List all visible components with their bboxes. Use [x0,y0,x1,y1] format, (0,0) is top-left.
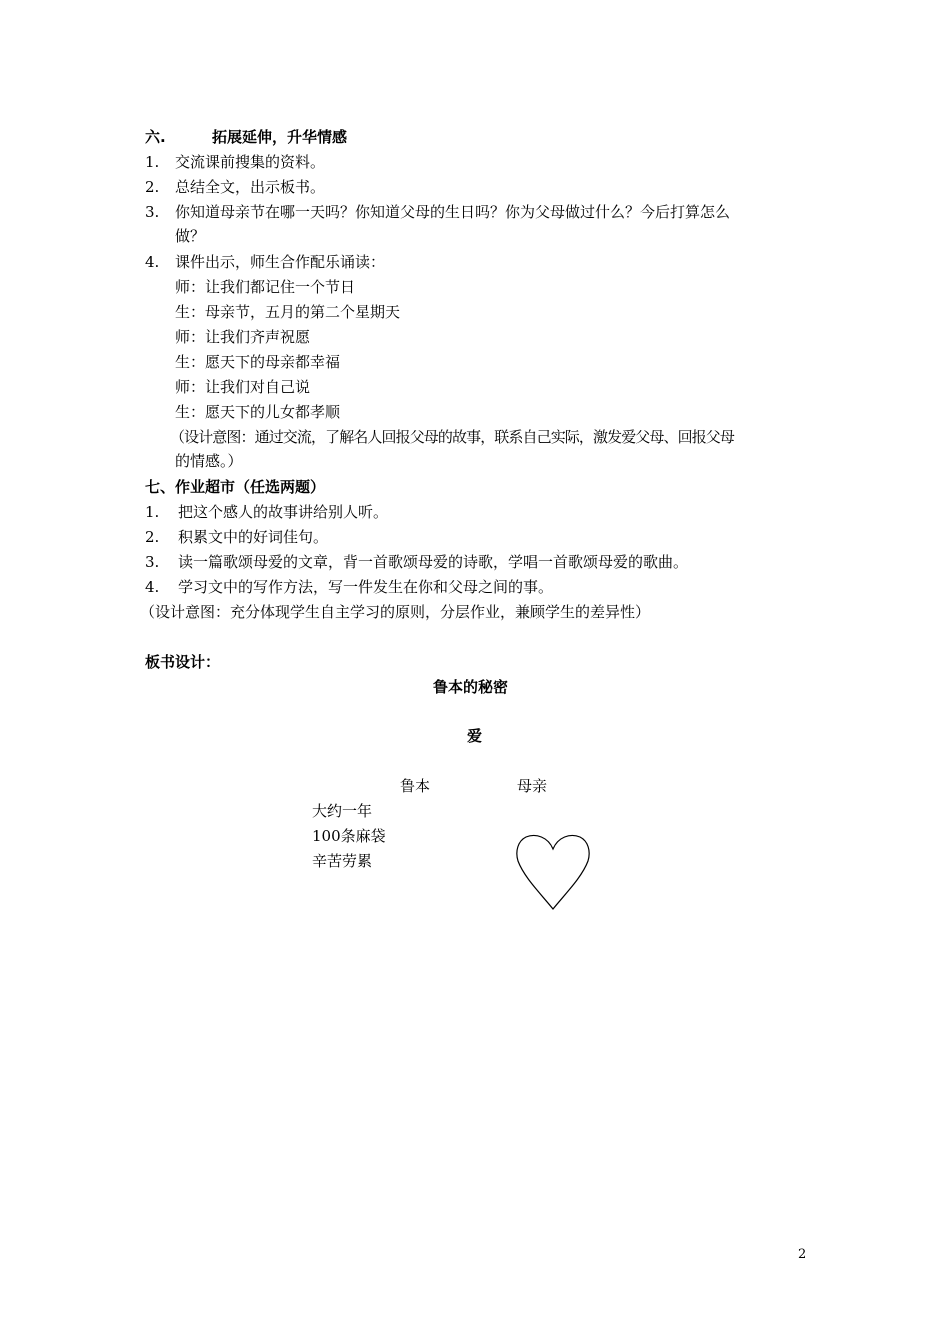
list-item-number: 4. [145,578,160,596]
design-note: （设计意图：通过交流，了解名人回报父母的故事，联系自己实际，激发爱父母、回报父母 [170,428,735,446]
board-column-right: 母亲 [517,777,548,795]
design-note-continued: 的情感。） [175,452,243,470]
dialogue-line: 师：让我们对自己说 [175,378,311,396]
list-item-number: 1. [145,153,160,171]
dialogue-line: 生：母亲节，五月的第二个星期天 [175,303,401,321]
section6-heading-number: 六. [145,128,166,146]
board-item: 100条麻袋 [312,827,386,845]
board-item: 大约一年 [312,802,373,820]
board-column-left: 鲁本 [400,777,431,795]
list-item-text-continued: 做？ [175,227,206,245]
dialogue-line: 师：让我们都记住一个节日 [175,278,356,296]
dialogue-line: 生：愿天下的母亲都幸福 [175,353,341,371]
heart-shape [517,836,589,910]
list-item-text: 学习文中的写作方法，写一件发生在你和父母之间的事。 [178,578,554,596]
design-note: （设计意图：充分体现学生自主学习的原则，分层作业，兼顾学生的差异性） [140,603,651,621]
board-center-word: 爱 [467,727,483,745]
list-item-text: 把这个感人的故事讲给别人听。 [178,503,389,521]
list-item-number: 3. [145,203,160,221]
list-item-text: 读一篇歌颂母爱的文章，背一首歌颂母爱的诗歌，学唱一首歌颂母爱的歌曲。 [178,553,689,571]
section6-heading: 拓展延伸，升华情感 [212,128,348,146]
list-item-text: 你知道母亲节在哪一天吗？你知道父母的生日吗？你为父母做过什么？今后打算怎么 [175,203,731,221]
board-title: 鲁本的秘密 [433,678,509,696]
list-item-number: 4. [145,253,160,271]
list-item-number: 2. [145,528,160,546]
page-number: 2 [798,1247,807,1262]
list-item-text: 总结全文，出示板书。 [175,178,326,196]
board-item: 辛苦劳累 [312,852,373,870]
list-item-number: 1. [145,503,160,521]
list-item-number: 3. [145,553,160,571]
section7-heading: 七、作业超市（任选两题） [145,478,326,496]
dialogue-line: 生：愿天下的儿女都孝顺 [175,403,341,421]
dialogue-line: 师：让我们齐声祝愿 [175,328,311,346]
heart-outline-icon [514,831,592,911]
list-item-text: 课件出示，师生合作配乐诵读： [175,253,386,271]
list-item-text: 交流课前搜集的资料。 [175,153,326,171]
board-heading: 板书设计： [145,653,221,671]
list-item-number: 2. [145,178,160,196]
list-item-text: 积累文中的好词佳句。 [178,528,329,546]
